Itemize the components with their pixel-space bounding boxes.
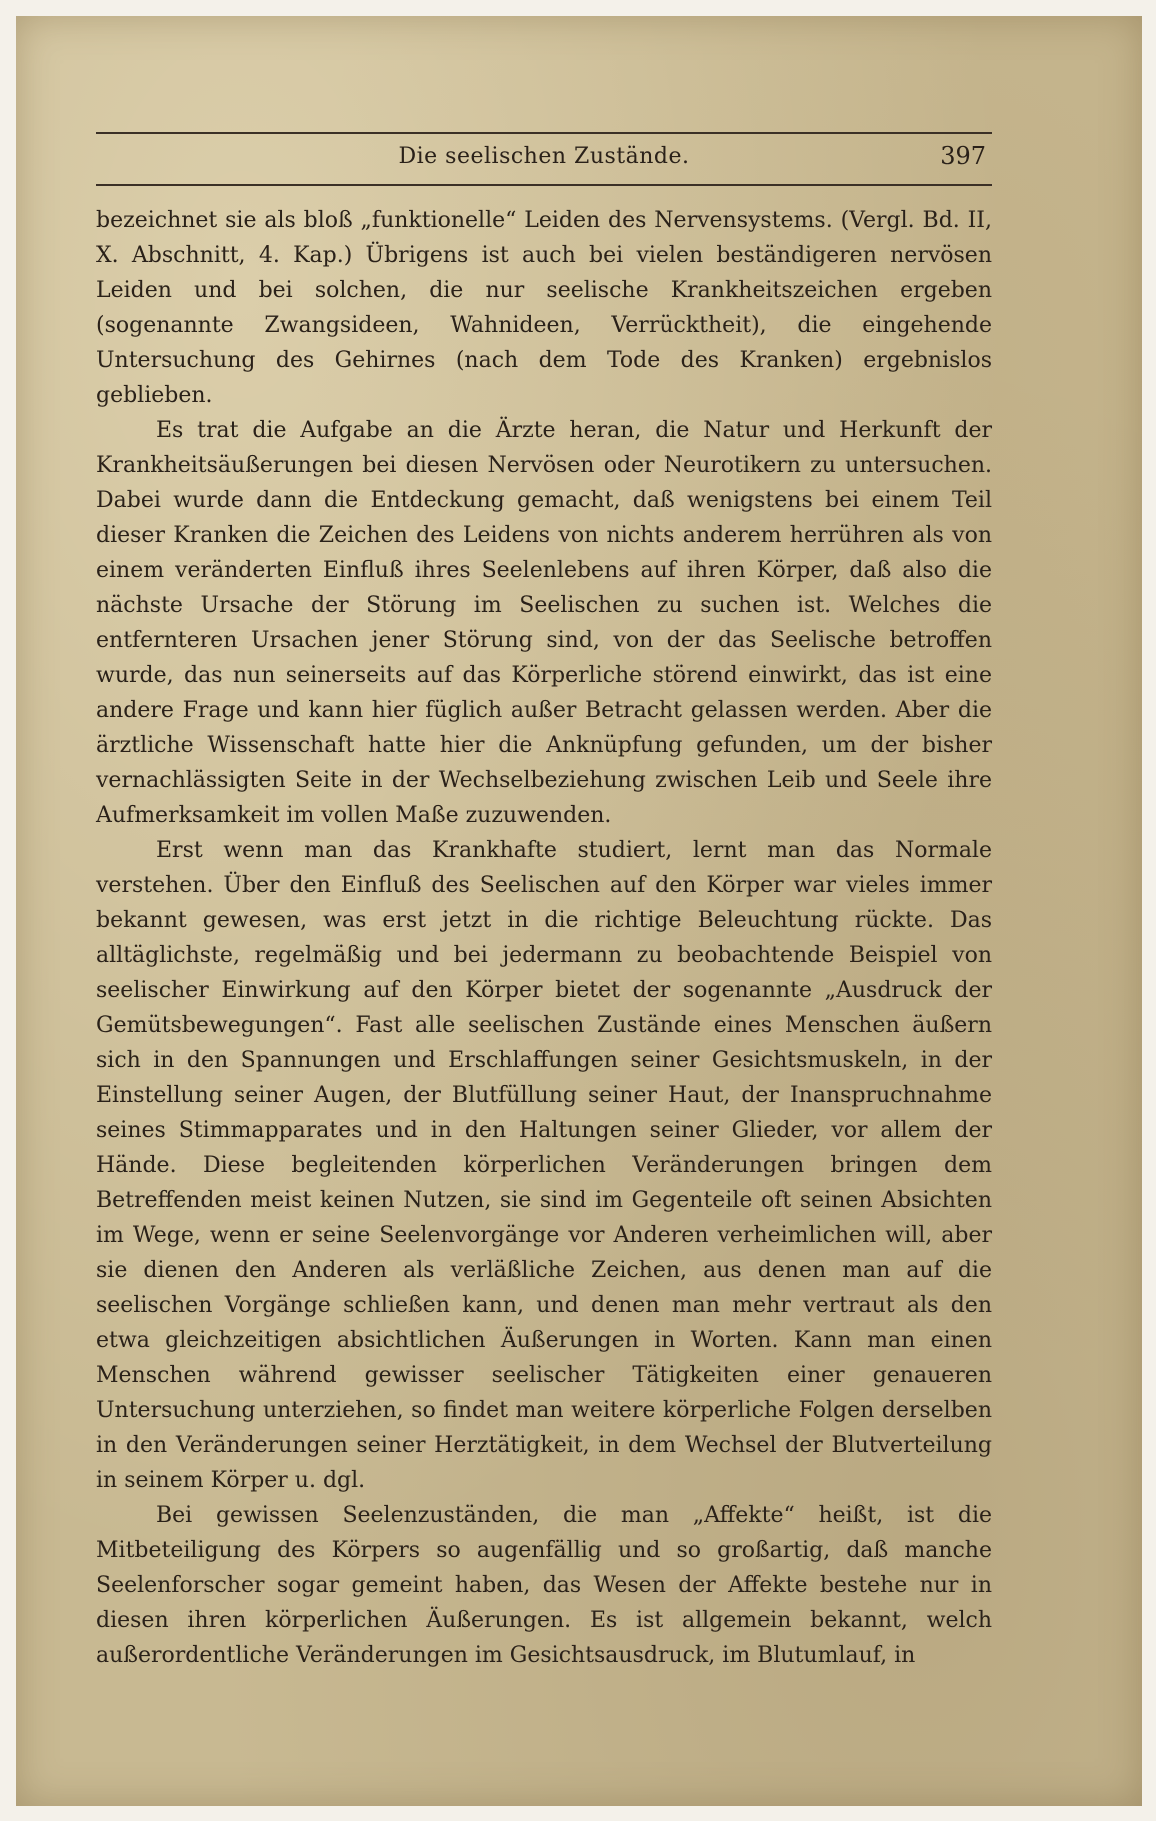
paragraph-2: Es trat die Aufgabe an die Ärzte heran, die Natur und Herkunft der Krankheitsäußerungen bei diesen Nervösen oder Neurotikern zu untersuchen. Dabei wurde dann die Entdeckung gemacht, daß wenigstens bei einem Teil dieser Kranken die Zeichen des Leidens von nichts anderem herrühren als von einem veränderten Einfluß ihres Seelenlebens auf ihren Körper, daß also die nächste Ursache der Störung im Seelischen zu suchen ist. Welches die entfernteren Ursachen jener Störung sind, von der das Seelische betroffen wurde, das nun seinerseits auf das Körperliche störend einwirkt, das ist eine andere Frage und kann hier füglich außer Betracht gelassen werden. Aber die ärztliche Wissenschaft hatte hier die Anknüpfung gefunden, um der bisher vernachlässigten Seite in der Wechselbeziehung zwischen Leib und Seele ihre Aufmerksamkeit im vollen Maße zuzuwenden. <box>96 418 992 828</box>
paragraph-4: Bei gewissen Seelenzuständen, die man „Affekte“ heißt, ist die Mitbeteiligung des Körpers so augenfällig und so großartig, daß manche Seelenforscher sogar gemeint haben, das Wesen der Affekte bestehe nur in diesen ihren körperlichen Äußerungen. Es ist allgemein bekannt, welch außerordentliche Veränderungen im Gesichtsausdruck, im Blutumlauf, in <box>96 1503 992 1668</box>
page-number: 397 <box>940 142 986 170</box>
paragraph-1: bezeichnet sie als bloß „funktionelle“ Leiden des Nervensystems. (Vergl. Bd. II, X. Abschnitt, 4. Kap.) Übrigens ist auch bei vielen beständigeren nervösen Leiden und bei solchen, die nur seelische Krankheitszeichen ergeben (sogenannte Zwangsideen, Wahnideen, Verrücktheit), die eingehende Untersuchung des Gehirnes (nach dem Tode des Kranken) ergebnislos geblieben. <box>96 208 992 408</box>
body-text <box>96 203 992 1673</box>
page-header <box>96 132 992 186</box>
running-title: Die seelischen Zustände. <box>398 144 690 169</box>
paragraph-3: Erst wenn man das Krankhafte studiert, lernt man das Normale verstehen. Über den Einfluß des Seelischen auf den Körper war vieles immer bekannt gewesen, was erst jetzt in die richtige Beleuchtung rückte. Das alltäglichste, regelmäßig und bei jedermann zu beobachtende Beispiel von seelischer Einwirkung auf den Körper bietet der sogenannte „Ausdruck der Gemütsbewegungen“. Fast alle seelischen Zustände eines Menschen äußern sich in den Spannungen und Erschlaffungen seiner Gesichtsmuskeln, in der Einstellung seiner Augen, der Blutfüllung seiner Haut, der Inanspruchnahme seines Stimmapparates und in den Haltungen seiner Glieder, vor allem der Hände. Diese begleitenden körperlichen Veränderungen bringen dem Betreffenden meist keinen Nutzen, sie sind im Gegenteile oft seinen Absichten im Wege, wenn er seine Seelenvorgänge vor Anderen verheimlichen will, aber sie dienen den Anderen als verläßliche Zeichen, aus denen man auf die seelischen Vorgänge schließen kann, und denen man mehr vertraut als den etwa gleichzeitigen absichtlichen Äußerungen in Worten. Kann man einen Menschen während gewisser seelischer Tätigkeiten einer genaueren Untersuchung unterziehen, so findet man weitere körperliche Folgen derselben in den Veränderungen seiner Herztätigkeit, in dem Wechsel der Blutverteilung in seinem Körper u. dgl. <box>96 838 992 1493</box>
